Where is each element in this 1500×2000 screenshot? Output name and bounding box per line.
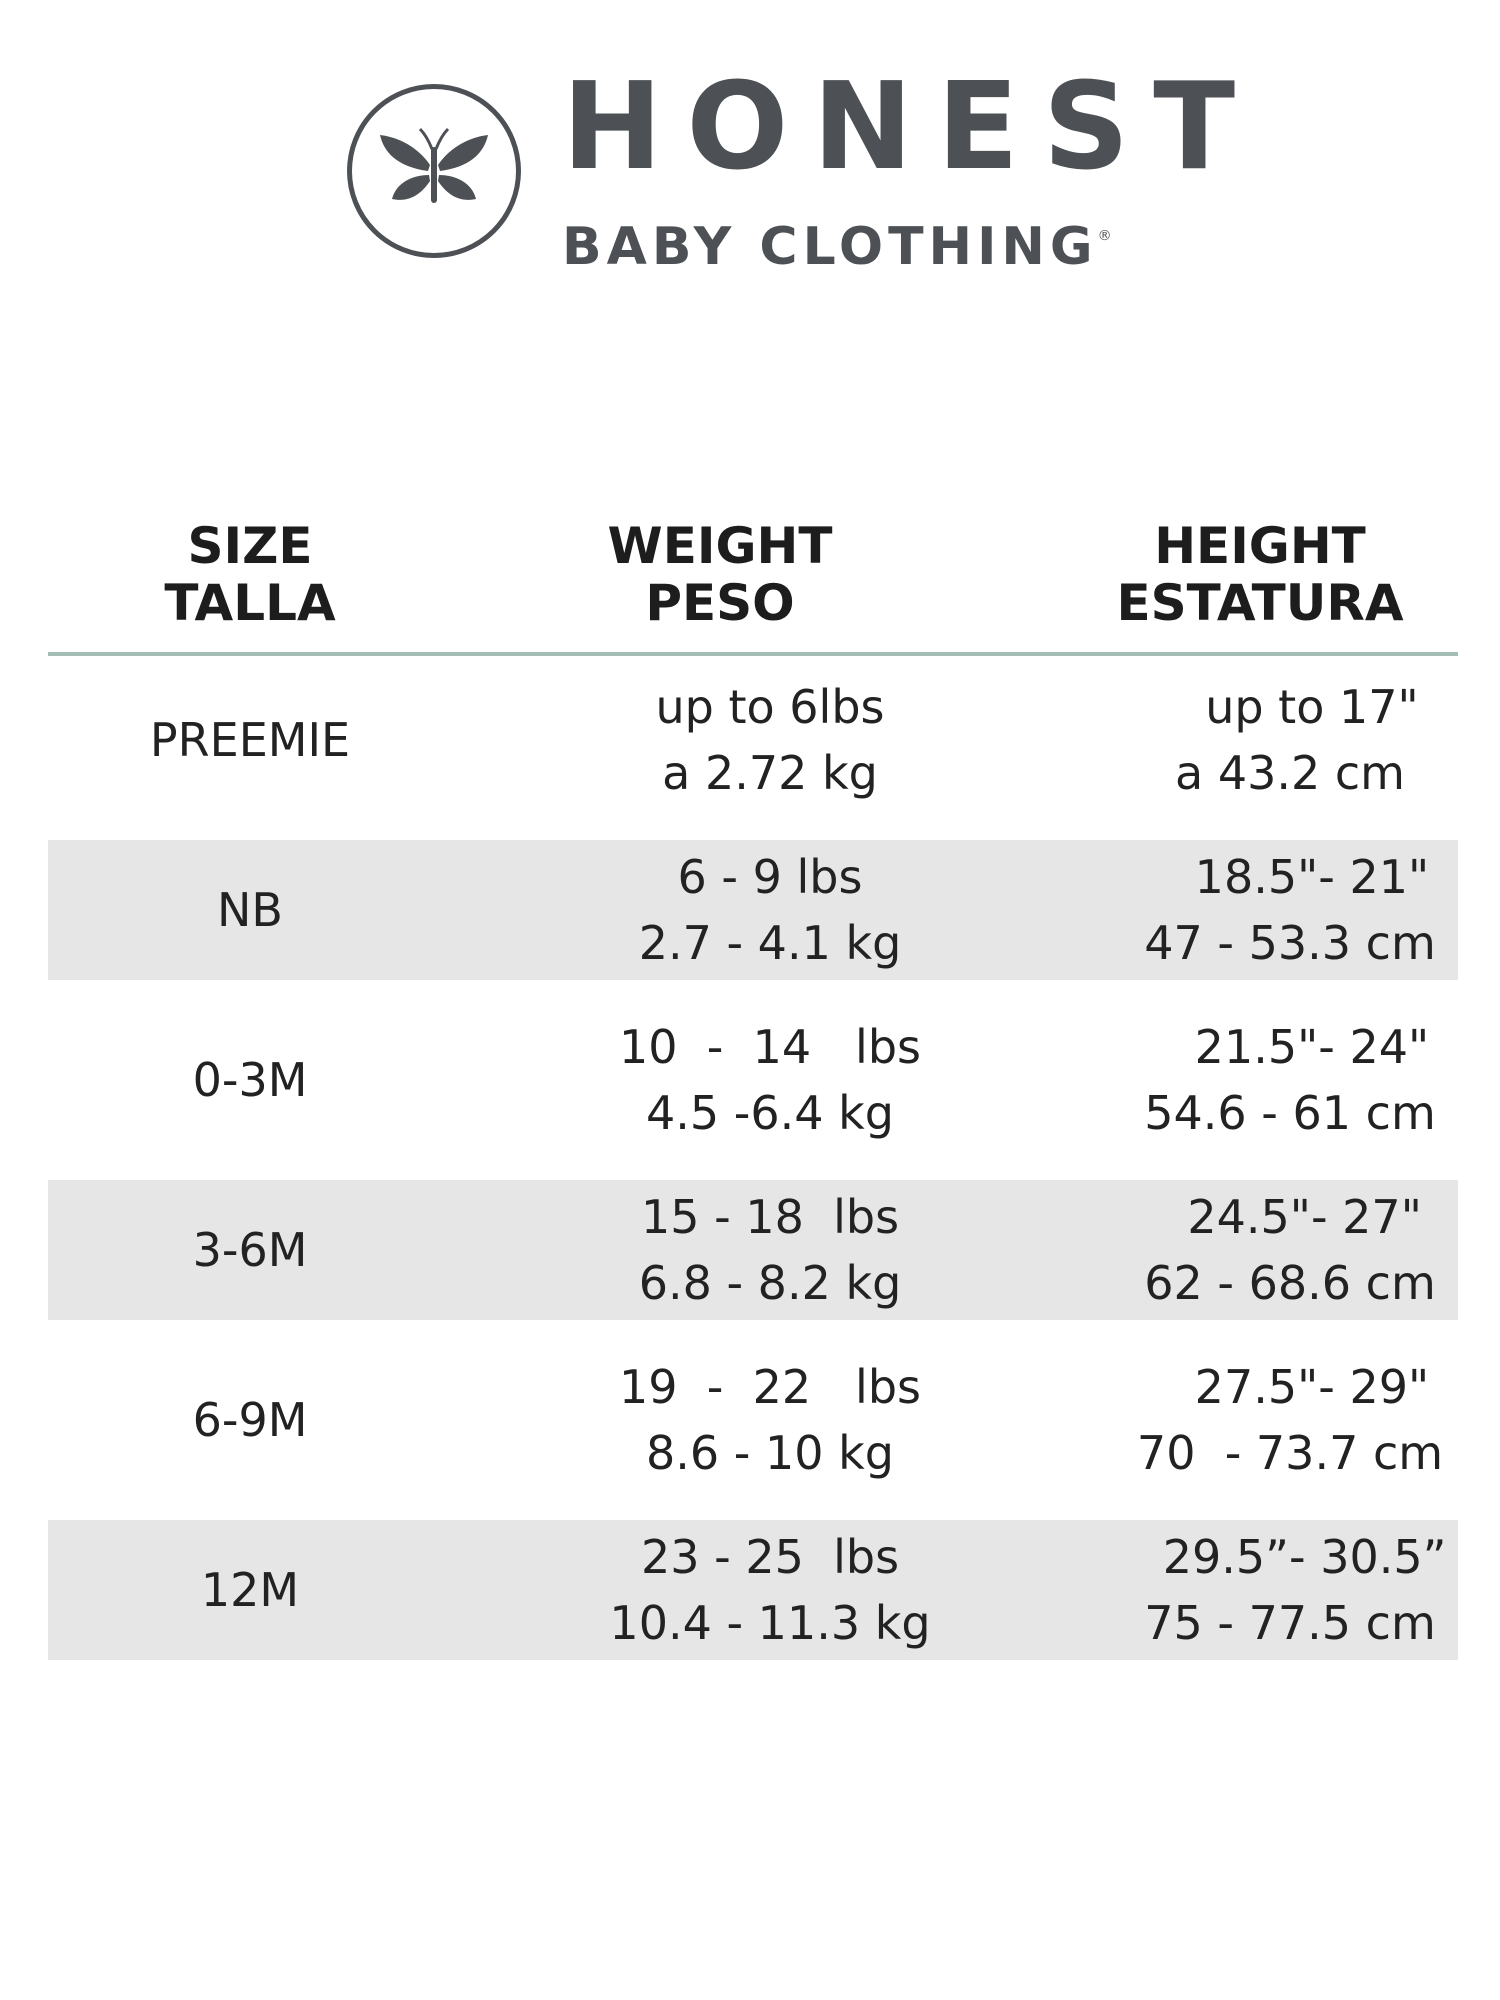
height-in: 27.5"- 29" bbox=[1150, 1360, 1430, 1414]
header-divider bbox=[48, 652, 1458, 656]
butterfly-icon bbox=[352, 89, 516, 253]
weight-cell bbox=[560, 1180, 980, 1320]
table-row bbox=[48, 1010, 1458, 1150]
weight-cell bbox=[560, 1520, 980, 1660]
height-in: up to 17" bbox=[1161, 680, 1419, 734]
height-cell bbox=[1080, 1180, 1500, 1320]
height-in: 18.5"- 21" bbox=[1150, 850, 1430, 904]
weight-lbs: 19 - 22 lbs bbox=[619, 1360, 921, 1414]
height-in: 21.5"- 24" bbox=[1150, 1020, 1430, 1074]
height-cm: 54.6 - 61 cm bbox=[1144, 1086, 1436, 1140]
height-in: 29.5”- 30.5” bbox=[1133, 1530, 1447, 1584]
weight-cell bbox=[560, 1350, 980, 1490]
header-weight-en: WEIGHT bbox=[607, 517, 833, 575]
size-cell: 0-3M bbox=[192, 1053, 308, 1107]
height-cm: 62 - 68.6 cm bbox=[1144, 1256, 1436, 1310]
weight-kg: 8.6 - 10 kg bbox=[646, 1426, 894, 1480]
height-in: 24.5"- 27" bbox=[1158, 1190, 1422, 1244]
weight-kg: a 2.72 kg bbox=[662, 746, 878, 800]
header-height-es: ESTATURA bbox=[1116, 574, 1404, 632]
table-row bbox=[48, 840, 1458, 980]
size-cell: 3-6M bbox=[192, 1223, 308, 1277]
header-height-en: HEIGHT bbox=[1154, 517, 1366, 575]
size-cell: PREEMIE bbox=[149, 713, 351, 767]
header-weight-es: PESO bbox=[645, 574, 795, 632]
weight-cell bbox=[560, 840, 980, 980]
header-height bbox=[1080, 518, 1440, 632]
height-cell bbox=[1080, 1520, 1500, 1660]
weight-cell bbox=[560, 1010, 980, 1150]
weight-lbs: 10 - 14 lbs bbox=[619, 1020, 921, 1074]
table-row bbox=[48, 670, 1458, 810]
registered-mark: ® bbox=[1097, 228, 1112, 244]
weight-kg: 6.8 - 8.2 kg bbox=[638, 1256, 902, 1310]
height-cell bbox=[1080, 670, 1500, 810]
height-cm: a 43.2 cm bbox=[1175, 746, 1405, 800]
weight-kg: 2.7 - 4.1 kg bbox=[638, 916, 902, 970]
size-cell: NB bbox=[217, 883, 283, 937]
weight-cell bbox=[560, 670, 980, 810]
brand-logo bbox=[347, 84, 521, 258]
height-cell bbox=[1080, 1350, 1500, 1490]
height-cell bbox=[1080, 840, 1500, 980]
height-cell bbox=[1080, 1010, 1500, 1150]
weight-lbs: 23 - 25 lbs bbox=[640, 1530, 900, 1584]
brand-tagline bbox=[562, 205, 1182, 277]
table-row bbox=[48, 1180, 1458, 1320]
weight-lbs: 15 - 18 lbs bbox=[640, 1190, 900, 1244]
weight-kg: 4.5 -6.4 kg bbox=[646, 1086, 894, 1140]
table-row bbox=[48, 1520, 1458, 1660]
height-cm: 47 - 53.3 cm bbox=[1144, 916, 1436, 970]
size-cell: 12M bbox=[200, 1563, 300, 1617]
weight-kg: 10.4 - 11.3 kg bbox=[609, 1596, 931, 1650]
weight-lbs: up to 6lbs bbox=[655, 680, 885, 734]
header-size bbox=[100, 518, 400, 632]
header-weight bbox=[560, 518, 880, 632]
table-row bbox=[48, 1350, 1458, 1490]
weight-lbs: 6 - 9 lbs bbox=[677, 850, 863, 904]
brand-name: HONEST bbox=[562, 58, 1260, 197]
header-size-en: SIZE bbox=[187, 517, 313, 575]
header-size-es: TALLA bbox=[164, 574, 336, 632]
height-cm: 70 - 73.7 cm bbox=[1136, 1426, 1444, 1480]
brand-tagline-text: BABY CLOTHING bbox=[562, 217, 1098, 277]
size-cell: 6-9M bbox=[192, 1393, 308, 1447]
height-cm: 75 - 77.5 cm bbox=[1144, 1596, 1436, 1650]
